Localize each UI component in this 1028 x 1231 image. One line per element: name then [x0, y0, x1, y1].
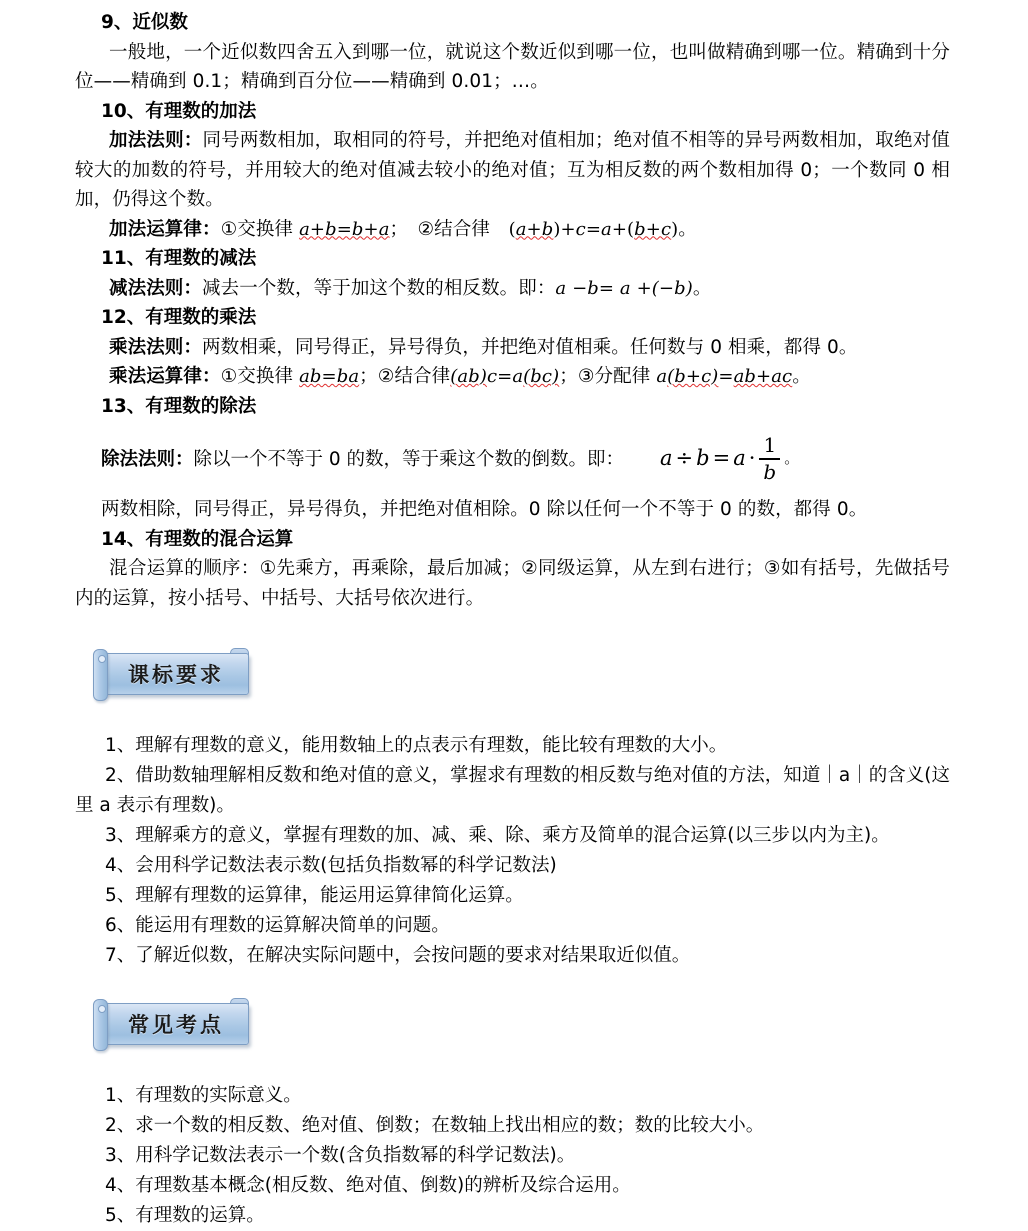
spacer-after-banner-1 [75, 711, 950, 731]
addition-rule-text: 同号两数相加，取相同的符号，并把绝对值相加；绝对值不相等的异号两数相加，取绝对值较大的加数的符号，并用较大的绝对值减去较小的绝对值；互为相反数的两个数相加得 0；一个数同 0 相加，仍得这个数。 [75, 130, 950, 210]
multiplication-rule-label: 乘法法则： [109, 336, 203, 358]
mul-law-separator-1: ；②结合律 [359, 366, 451, 387]
mul-law-2-group-a: (ab) [450, 366, 487, 387]
section-title-12: 有理数的乘法 [145, 307, 257, 328]
multiplication-laws-line [75, 362, 950, 392]
section-title-13: 有理数的除法 [145, 395, 257, 417]
paren-close-1: ) [553, 218, 561, 240]
division-formula [660, 435, 799, 483]
subtraction-expr-b: a [619, 277, 631, 299]
mul-law-3-result: ab+ac [733, 366, 793, 387]
addition-law-1-expression: a+b=b+a [299, 218, 390, 240]
banner-common-exam-points [93, 1003, 251, 1047]
section-number-10: 10、 [101, 100, 146, 122]
division-rule-label: 除法法则： [101, 449, 194, 470]
mul-law-3-a: a [656, 366, 668, 387]
addition-law-2-group-a: a+b [515, 218, 554, 240]
addition-laws-separator: ； ②结合律 [389, 218, 509, 240]
banner-title-common-exam-points: 常见考点 [128, 1012, 224, 1037]
addition-law-2-group-b: b+c [634, 218, 672, 240]
section-number-13: 13、 [101, 395, 146, 417]
paren-open-1: ( [508, 218, 516, 240]
division-formula-a2: a [733, 446, 746, 471]
section-number-11: 11、 [101, 248, 146, 269]
list-item: 5、有理数的运算。 [105, 1205, 265, 1226]
subtraction-expr-minus: −b= [566, 277, 620, 299]
banner-title-standard-requirements: 课标要求 [128, 662, 224, 687]
banner-common-exam-points-wrap [93, 997, 950, 1061]
division-rule-inline [101, 445, 624, 475]
list-item: 6、能运用有理数的运算解决简单的问题。 [105, 915, 450, 936]
mul-law-3-equals: = [718, 366, 734, 387]
section-title-10: 有理数的加法 [145, 100, 257, 122]
division-formula-equals: = [712, 446, 731, 471]
spacer-after-banner-2 [75, 1061, 950, 1081]
section-body-11 [75, 274, 950, 304]
division-formula-divide: ÷ [675, 446, 694, 471]
list-item: 4、有理数基本概念(相反数、绝对值、倒数)的辨析及综合运用。 [105, 1175, 631, 1196]
section-title-11: 有理数的减法 [145, 248, 257, 269]
section-body-10 [75, 126, 950, 215]
division-formula-b: b [696, 446, 710, 471]
subtraction-expr-close: ) [685, 277, 693, 299]
list-item: 7、了解近似数，在解决实际问题中，会按问题的要求对结果取近似值。 [105, 945, 691, 966]
section-number-14: 14、 [101, 528, 146, 550]
addition-laws-line [75, 215, 950, 245]
division-formula-end: 。 [784, 449, 800, 468]
list-item: 2、借助数轴理解相反数和绝对值的意义，掌握求有理数的相反数与绝对值的方法，知道｜a｜的含义(这里 a 表示有理数)。 [75, 765, 950, 816]
list-item: 3、理解乘方的意义，掌握有理数的加、减、乘、除、乘方及简单的混合运算(以三步以内为主)。 [105, 825, 890, 846]
addition-law-2-middle: +c=a+ [560, 218, 628, 240]
section-heading-10 [75, 97, 950, 127]
addition-laws-end: 。 [678, 218, 697, 240]
mul-law-1-label: ①交换律 [220, 366, 300, 387]
section-title-14: 有理数的混合运算 [145, 528, 294, 550]
banner-standard-requirements-wrap [93, 647, 950, 711]
subtraction-expr-plus: +( [630, 277, 659, 299]
fraction-denominator: b [763, 459, 777, 484]
list-item: 3、用科学记数法表示一个数(含负指数幂的科学记数法)。 [105, 1145, 576, 1166]
spacer-before-banner-2 [75, 971, 950, 997]
section-number-9: 9、 [101, 12, 133, 33]
division-formula-a: a [660, 446, 673, 471]
list-item: 2、求一个数的相反数、绝对值、倒数；在数轴上找出相应的数；数的比较大小。 [105, 1115, 765, 1136]
addition-rule-label: 加法法则： [109, 130, 203, 151]
mul-law-end: 。 [792, 366, 811, 387]
section-title-9: 近似数 [132, 12, 188, 33]
division-rule-line [75, 421, 950, 495]
addition-laws-label: 加法运算律： [109, 218, 221, 240]
list-item: 1、有理数的实际意义。 [105, 1085, 302, 1106]
division-formula-dot: · [748, 446, 756, 471]
section-heading-11 [75, 244, 950, 274]
spacer-before-banner-1 [75, 613, 950, 647]
section-body-14: 混合运算的顺序：①先乘方，再乘除，最后加减；②同级运算，从左到右进行；③如有括号，先做括号内的运算，按小括号、中括号、大括号依次进行。 [75, 558, 950, 609]
subtraction-rule-text: 减去一个数，等于加这个数的相反数。即： [202, 277, 556, 299]
division-rule-extra: 两数相除，同号得正，异号得负，并把绝对值相除。0 除以任何一个不等于 0 的数，都得 0。 [101, 499, 868, 520]
mul-law-2-group-b: (bc) [523, 366, 560, 387]
division-formula-fraction [759, 435, 780, 483]
fraction-numerator: 1 [763, 433, 777, 457]
section-heading-14 [75, 525, 950, 555]
mul-law-3-group: (b+c) [667, 366, 719, 387]
mul-law-separator-2: ；③分配律 [559, 366, 657, 387]
section-body-12 [75, 333, 950, 363]
section-heading-13 [75, 392, 950, 422]
paren-open-2: ( [627, 218, 635, 240]
paren-close-2: ) [671, 218, 679, 240]
subtraction-expr-a: a [555, 277, 567, 299]
multiplication-laws-label: 乘法运算律： [109, 366, 221, 387]
list-item: 1、理解有理数的意义，能用数轴上的点表示有理数，能比较有理数的大小。 [105, 735, 728, 756]
list-item: 5、理解有理数的运算律，能运用运算律简化运算。 [105, 885, 524, 906]
section-heading-9 [75, 8, 950, 38]
subtraction-end: 。 [692, 277, 712, 299]
banner-standard-requirements [93, 653, 251, 697]
mul-law-1-expression: ab=ba [299, 366, 360, 387]
mul-law-2-middle: c=a [486, 366, 524, 387]
division-rule-text: 除以一个不等于 0 的数，等于乘这个数的倒数。即： [193, 449, 625, 470]
section-heading-12 [75, 303, 950, 333]
subtraction-expr-negb: −b [658, 277, 686, 299]
subtraction-rule-label: 减法法则： [109, 277, 203, 299]
section-number-12: 12、 [101, 307, 146, 328]
multiplication-rule-text: 两数相乘，同号得正，异号得负，并把绝对值相乘。任何数与 0 相乘，都得 0。 [202, 336, 858, 358]
section-body-9: 一般地，一个近似数四舍五入到哪一位，就说这个数近似到哪一位，也叫做精确到哪一位。精确到十分位——精确到 0.1；精确到百分位——精确到 0.01；…。 [75, 41, 950, 92]
list-item: 4、会用科学记数法表示数(包括负指数幂的科学记数法) [105, 855, 557, 876]
addition-law-1-label: ①交换律 [220, 218, 300, 240]
